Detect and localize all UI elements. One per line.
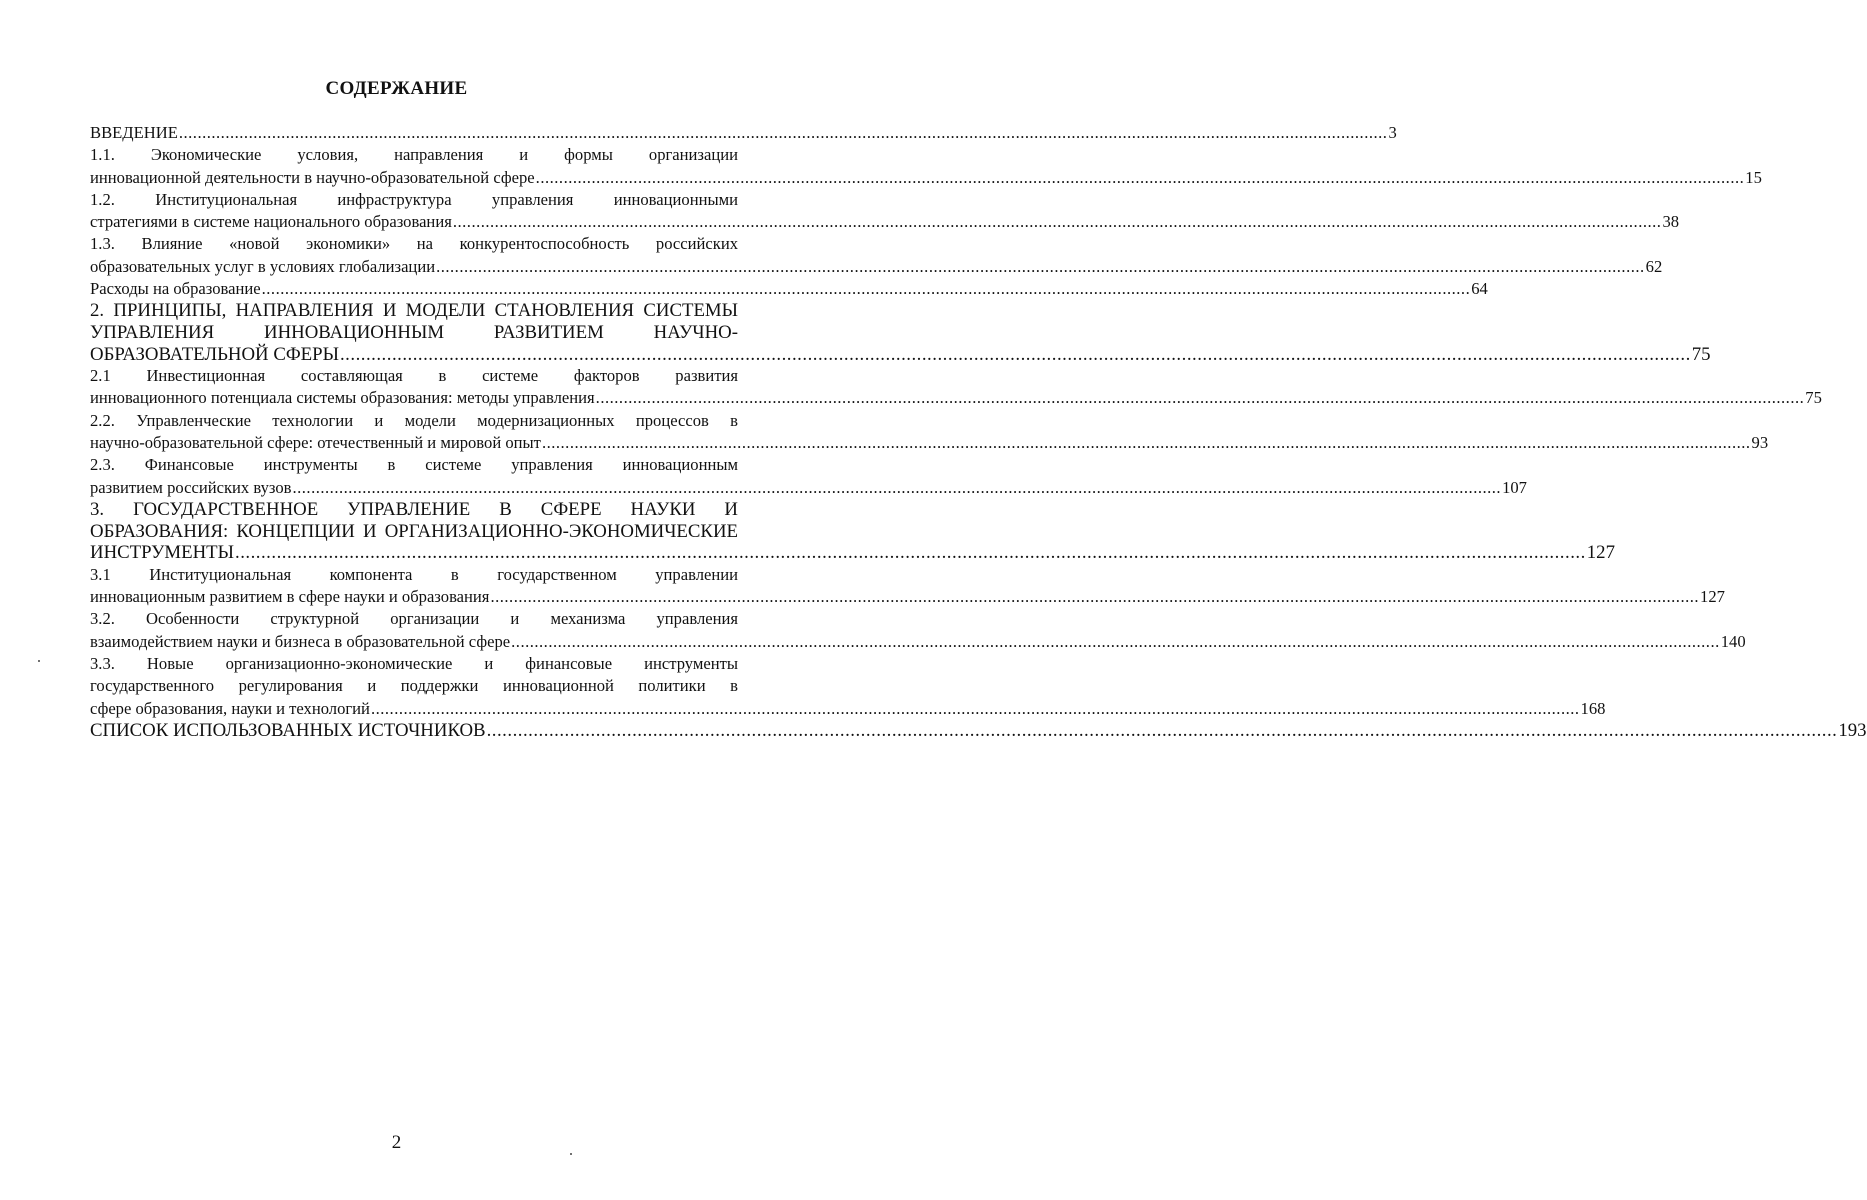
toc-entry-line: 1.1. Экономические условия, направления и формы организации	[90, 145, 738, 165]
toc-entry-line: 2.3. Финансовые инструменты в системе управления инновационным	[90, 455, 738, 475]
toc-entry-last-line	[90, 122, 1397, 144]
toc-entry[interactable]	[90, 365, 1822, 410]
toc-entry-title: развитием российских вузов	[90, 477, 292, 497]
dot-leader: ....................................................................................................................................................................................................................................................................	[178, 123, 1388, 142]
toc-entry-last-line	[90, 167, 1762, 189]
toc-entry[interactable]	[90, 410, 1769, 455]
toc-entry[interactable]	[90, 608, 1746, 653]
toc-entry-last-line	[90, 432, 1769, 454]
dot-leader: ....................................................................................................................................................................................................................................................................	[452, 212, 1662, 232]
toc-entry-title: ВВЕДЕНИЕ	[90, 123, 178, 142]
dot-leader: ....................................................................................................................................................................................................................................................................	[490, 587, 1700, 607]
toc-entry-last-line	[90, 256, 1663, 278]
toc-entry-title: инновационного потенциала системы образования: методы управления	[90, 388, 595, 408]
toc-entry-page: 127	[1586, 542, 1615, 564]
toc-entry-title: ИНСТРУМЕНТЫ	[90, 542, 234, 564]
toc-entry-page: 15	[1745, 167, 1762, 187]
dot-leader: ....................................................................................................................................................................................................................................................................	[486, 719, 1838, 741]
toc-entry-last-line	[90, 719, 1867, 742]
toc-entry-title: образовательных услуг в условиях глобализации	[90, 256, 436, 276]
toc-entry-line: 1.3. Влияние «новой экономики» на конкурентоспособность российских	[90, 234, 738, 254]
toc-entry-line: 2.2. Управленческие технологии и модели модернизационных процессов в	[90, 410, 738, 430]
toc-entry-title: сфере образования, науки и технологий	[90, 698, 370, 718]
toc-entry[interactable]	[90, 233, 1663, 278]
dot-leader: ....................................................................................................................................................................................................................................................................	[235, 542, 1586, 564]
dot-leader: ....................................................................................................................................................................................................................................................................	[339, 343, 1691, 365]
toc-entry-line: 1.2. Институциональная инфраструктура управления инновационными	[90, 189, 738, 209]
toc-entry-last-line	[90, 477, 1527, 499]
dot-leader: ....................................................................................................................................................................................................................................................................	[541, 433, 1751, 453]
toc-entry-title: стратегиями в системе национального образования	[90, 212, 452, 232]
toc-entry-last-line	[90, 542, 1615, 564]
toc-entry[interactable]	[90, 719, 1867, 742]
toc-entry-page: 62	[1645, 256, 1663, 276]
toc-entry-line: ОБРАЗОВАНИЯ: КОНЦЕПЦИИ И ОРГАНИЗАЦИОННО-ЭКОНОМИЧЕСКИЕ	[90, 520, 738, 542]
scan-speck	[570, 1153, 572, 1155]
dot-leader: ....................................................................................................................................................................................................................................................................	[511, 631, 1720, 651]
toc-entry-title: инновационной деятельности в научно-образовательной сфере	[90, 167, 535, 187]
toc-entry-line: 3.3. Новые организационно-экономические и финансовые инструменты	[90, 653, 738, 673]
toc-entry[interactable]	[90, 454, 1527, 499]
toc-entry-page: 127	[1700, 587, 1725, 607]
toc-entry[interactable]	[90, 144, 1762, 189]
toc-entry-line: 2.1 Инвестиционная составляющая в системе факторов развития	[90, 366, 738, 386]
toc-entry-title: инновационным развитием в сфере науки и образования	[90, 587, 490, 607]
toc-entry-title: ОБРАЗОВАТЕЛЬНОЙ СФЕРЫ	[90, 343, 339, 365]
toc-entry[interactable]	[90, 564, 1725, 609]
toc-entry-title: Расходы на образование	[90, 279, 261, 299]
table-of-contents	[90, 122, 1867, 741]
toc-entry[interactable]	[90, 653, 1606, 720]
toc-entry-page: 38	[1662, 212, 1680, 232]
dot-leader: ....................................................................................................................................................................................................................................................................	[436, 256, 1645, 276]
toc-entry-page: 193	[1838, 719, 1867, 741]
toc-entry-line: 2. ПРИНЦИПЫ, НАПРАВЛЕНИЯ И МОДЕЛИ СТАНОВЛЕНИЯ СИСТЕМЫ	[90, 300, 738, 322]
toc-entry-line: 3.2. Особенности структурной организации и механизма управления	[90, 609, 738, 629]
toc-entry-last-line	[90, 211, 1680, 233]
toc-entry[interactable]	[90, 189, 1680, 234]
dot-leader: ....................................................................................................................................................................................................................................................................	[261, 279, 1471, 299]
toc-entry[interactable]	[90, 300, 1711, 365]
toc-entry-last-line	[90, 698, 1606, 720]
toc-entry-page: 168	[1580, 698, 1606, 718]
toc-entry-page: 93	[1751, 433, 1769, 453]
dot-leader: ....................................................................................................................................................................................................................................................................	[535, 167, 1745, 187]
page-title: СОДЕРЖАНИЕ	[325, 78, 468, 99]
toc-entry-last-line	[90, 278, 1488, 300]
toc-entry[interactable]	[90, 122, 1397, 144]
toc-entry-page: 107	[1502, 477, 1527, 497]
toc-entry-last-line	[90, 586, 1725, 608]
toc-entry-line: УПРАВЛЕНИЯ ИННОВАЦИОННЫМ РАЗВИТИЕМ НАУЧНО-	[90, 321, 738, 343]
dot-leader: ....................................................................................................................................................................................................................................................................	[292, 477, 1502, 497]
toc-entry-line: 3. ГОСУДАРСТВЕННОЕ УПРАВЛЕНИЕ В СФЕРЕ НАУКИ И	[90, 498, 738, 520]
toc-entry-line: 3.1 Институциональная компонента в государственном управлении	[90, 564, 738, 584]
toc-entry-title: научно-образовательной сфере: отечественный и мировой опыт	[90, 433, 541, 453]
toc-entry-page: 140	[1720, 631, 1746, 651]
toc-entry-page: 3	[1388, 123, 1397, 142]
toc-entry-title: СПИСОК ИСПОЛЬЗОВАННЫХ ИСТОЧНИКОВ	[90, 719, 486, 741]
toc-entry-line: государственного регулирования и поддержки инновационной политики в	[90, 676, 738, 696]
toc-entry-page: 64	[1471, 279, 1488, 299]
toc-entry-last-line	[90, 343, 1711, 366]
toc-entry-last-line	[90, 387, 1822, 409]
toc-entry-page: 75	[1691, 343, 1711, 365]
toc-entry[interactable]	[90, 278, 1488, 300]
toc-entry-last-line	[90, 631, 1746, 653]
toc-entry-page: 75	[1805, 388, 1822, 408]
dot-leader: ....................................................................................................................................................................................................................................................................	[370, 698, 1580, 718]
dot-leader: ....................................................................................................................................................................................................................................................................	[595, 388, 1805, 408]
toc-entry[interactable]	[90, 498, 1615, 564]
page-number: 2	[391, 1132, 402, 1153]
toc-entry-title: взаимодействием науки и бизнеса в образовательной сфере	[90, 631, 511, 651]
scan-speck	[38, 660, 40, 662]
